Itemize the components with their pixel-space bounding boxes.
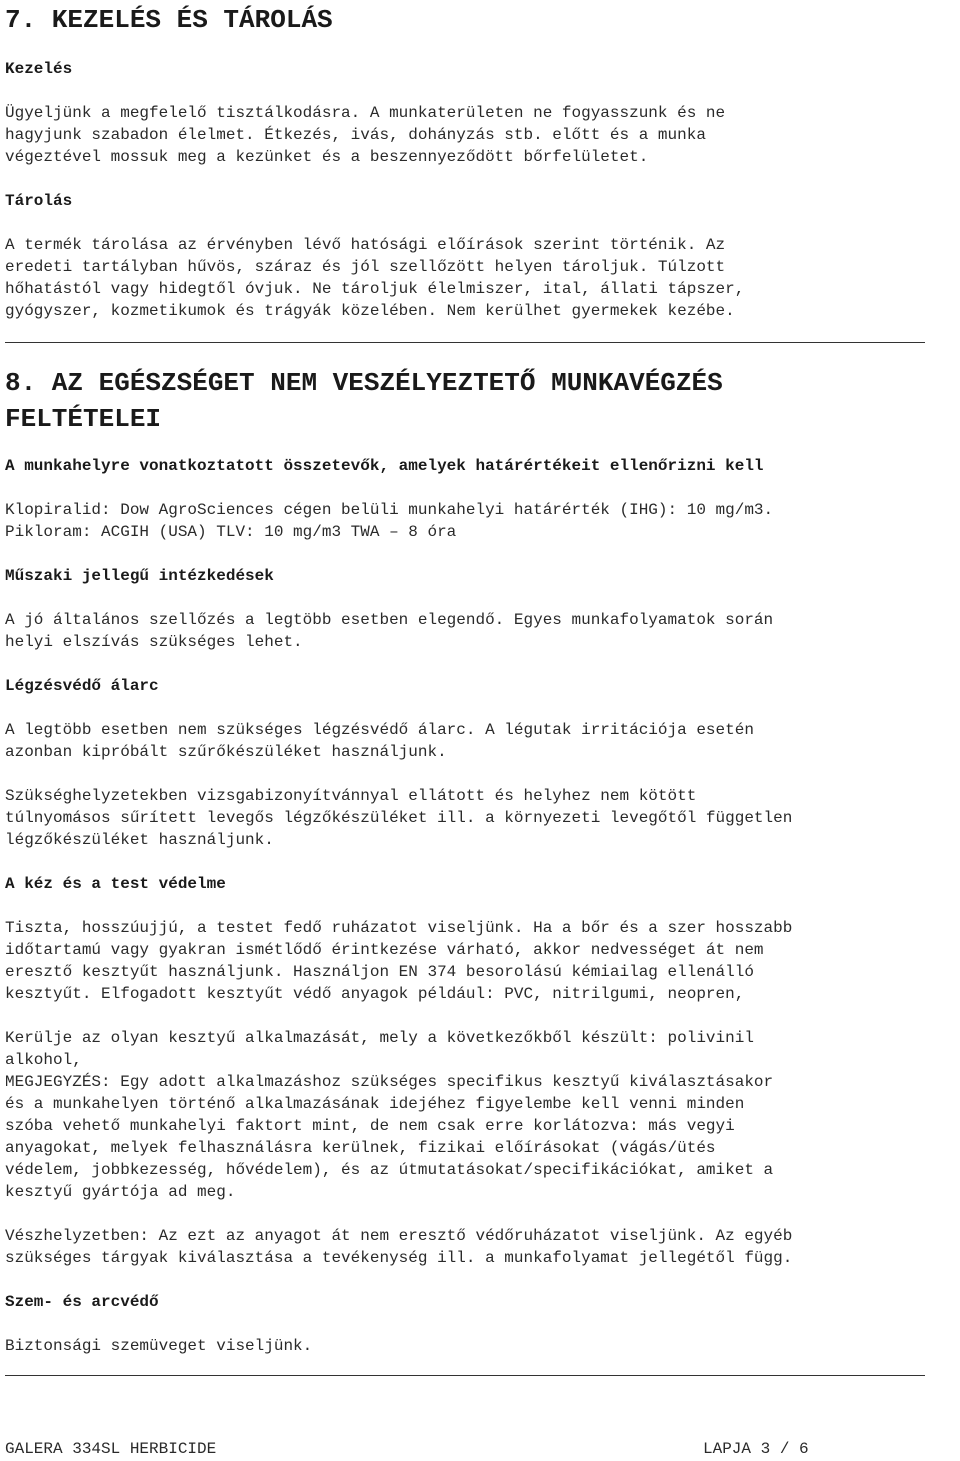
text-line: védelem, jobbkezesség, hővédelem), és az útmutatásokat/specifikációkat, amiket a	[5, 1161, 774, 1179]
storage-heading: Tárolás	[5, 192, 73, 210]
text-line: Pikloram: ACGIH (USA) TLV: 10 mg/m3 TWA – 8 óra	[5, 523, 457, 541]
text-line: Biztonsági szemüveget viseljünk.	[5, 1337, 313, 1355]
storage-paragraph	[5, 234, 957, 322]
text-line: azonban kipróbált szűrőkészüléket használjunk.	[5, 743, 447, 761]
text-line: időtartamú vagy gyakran ismétlődő érintkezése várható, akkor nedvességet át nem	[5, 941, 764, 959]
text-line: hőhatástól vagy hidegtől óvjuk. Ne tároljuk élelmiszer, ital, állati tápszer,	[5, 280, 745, 298]
handling-paragraph	[5, 102, 957, 168]
footer-divider	[5, 1375, 925, 1376]
text-line: eresztő kesztyűt használjunk. Használjon EN 374 besorolású kémiailag ellenálló	[5, 963, 754, 981]
eye-paragraph	[5, 1335, 957, 1357]
limits-paragraph	[5, 499, 957, 543]
section-7-title: 7. KEZELÉS ÉS TÁROLÁS	[5, 5, 333, 35]
text-line: Kerülje az olyan kesztyű alkalmazását, mely a következőkből készült: polivinil	[5, 1029, 754, 1047]
respiratory-paragraph-1	[5, 719, 957, 763]
text-line: és a munkahelyen történő alkalmazásának idejéhez figyelembe kell venni minden	[5, 1095, 745, 1113]
text-line: légzőkészüléket használjunk.	[5, 831, 274, 849]
section-8-title	[5, 365, 957, 437]
eye-protection-heading: Szem- és arcvédő	[5, 1293, 159, 1311]
text-line: túlnyomásos sűrített levegős légzőkészüléket ill. a környezeti levegőtől független	[5, 809, 793, 827]
limits-heading: A munkahelyre vonatkoztatott összetevők, amelyek határértékeit ellenőrizni kell	[5, 457, 764, 475]
text-line: Klopiralid: Dow AgroSciences cégen belüli munkahelyi határérték (IHG): 10 mg/m3.	[5, 501, 774, 519]
hand-paragraph-3	[5, 1225, 957, 1269]
text-line: Tiszta, hosszúujjú, a testet fedő ruházatot viseljünk. Ha a bőr és a szer hosszabb	[5, 919, 793, 937]
text-line: gyógyszer, kozmetikumok és trágyák közelében. Nem kerülhet gyermekek kezébe.	[5, 302, 735, 320]
text-line: Szükséghelyzetekben vizsgabizonyítvánnyal ellátott és helyhez nem kötött	[5, 787, 697, 805]
text-line: Vészhelyzetben: Az ezt az anyagot át nem eresztő védőruházatot viseljünk. Az egyéb	[5, 1227, 793, 1245]
text-line: A jó általános szellőzés a legtöbb esetben elegendő. Egyes munkafolyamatok során	[5, 611, 774, 629]
respiratory-paragraph-2	[5, 785, 957, 851]
hand-paragraph-2	[5, 1027, 957, 1203]
document-page	[5, 0, 957, 1376]
text-line: alkohol,	[5, 1051, 82, 1069]
text-line: A termék tárolása az érvényben lévő hatósági előírások szerint történik. Az	[5, 236, 726, 254]
text-line: szóba vehető munkahelyi faktort mint, de nem csak erre korlátozva: más vegyi	[5, 1117, 735, 1135]
technical-heading: Műszaki jellegű intézkedések	[5, 567, 274, 585]
text-line: Ügyeljünk a megfelelő tisztálkodásra. A munkaterületen ne fogyasszunk és ne	[5, 104, 726, 122]
technical-paragraph	[5, 609, 957, 653]
text-line: szükséges tárgyak kiválasztása a tevékenység ill. a munkafolyamat jellegétől függ.	[5, 1249, 793, 1267]
title-line: FELTÉTELEI	[5, 404, 162, 434]
page-number: LAPJA 3 / 6	[703, 1440, 809, 1458]
text-line: anyagokat, melyek felhasználásra kerülnek, fizikai előírásokat (vágás/ütés	[5, 1139, 716, 1157]
hand-paragraph-1	[5, 917, 957, 1005]
text-line: végeztével mossuk meg a kezünket és a beszennyeződött bőrfelületet.	[5, 148, 649, 166]
handling-heading: Kezelés	[5, 60, 73, 78]
text-line: kesztyűt. Elfogadott kesztyűt védő anyagok például: PVC, nitrilgumi, neopren,	[5, 985, 745, 1003]
title-line: 8. AZ EGÉSZSÉGET NEM VESZÉLYEZTETŐ MUNKAVÉGZÉS	[5, 368, 723, 398]
hand-protection-heading: A kéz és a test védelme	[5, 875, 226, 893]
product-name: GALERA 334SL HERBICIDE	[5, 1440, 217, 1458]
text-line: helyi elszívás szükséges lehet.	[5, 633, 303, 651]
text-line: MEGJEGYZÉS: Egy adott alkalmazáshoz szükséges specifikus kesztyű kiválasztásakor	[5, 1073, 774, 1091]
respiratory-heading: Légzésvédő álarc	[5, 677, 159, 695]
text-line: eredeti tartályban hűvös, száraz és jól szellőzött helyen tároljuk. Túlzott	[5, 258, 726, 276]
text-line: kesztyű gyártója ad meg.	[5, 1183, 236, 1201]
text-line: hagyjunk szabadon élelmet. Étkezés, ivás, dohányzás stb. előtt és a munka	[5, 126, 706, 144]
text-line: A legtöbb esetben nem szükséges légzésvédő álarc. A légutak irritációja esetén	[5, 721, 754, 739]
